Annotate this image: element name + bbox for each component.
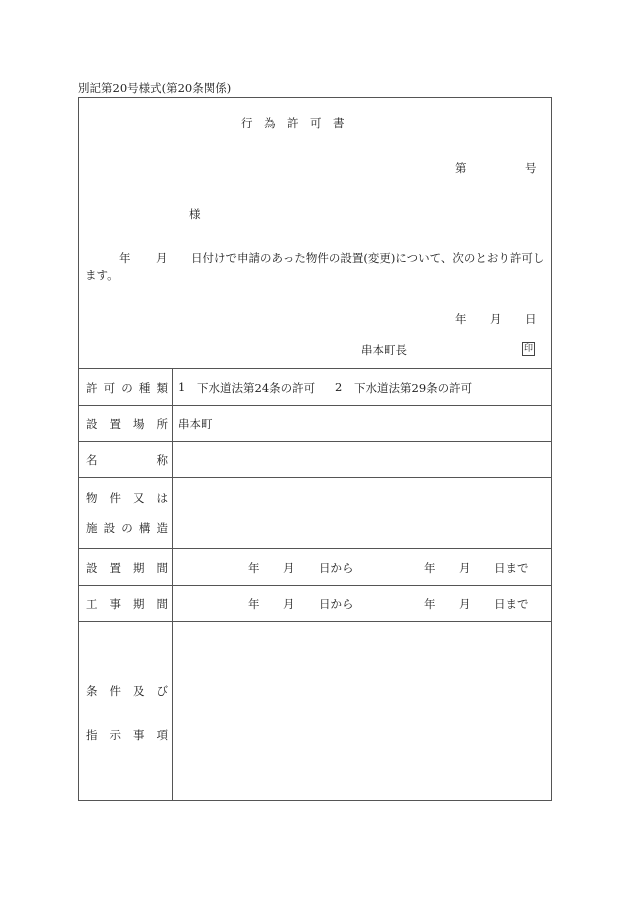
date-day: 日 [525,312,537,326]
conditions-label-line2: 指 示 事 項 [86,728,168,742]
structure-label-line2: 施 設 の 構 造 [86,521,168,535]
location-label: 設 置 場 所 [86,417,168,431]
location-value: 串本町 [178,417,213,431]
date-month: 月 [490,312,502,326]
install-to-day: 日まで [494,561,529,575]
install-period-label: 設 置 期 間 [86,561,168,575]
work-to-day: 日まで [494,597,529,611]
row-divider [79,585,551,586]
work-to-month: 月 [459,597,471,611]
install-from-day: 日から [319,561,354,575]
install-to-month: 月 [459,561,471,575]
permit-option1: 下水道法第24条の許可 [197,381,316,395]
intro-month: 月 [156,251,168,265]
name-label: 名 称 [86,453,168,467]
work-period-label: 工 事 期 間 [86,597,168,611]
permit-type-label: 許 可 の 種 類 [86,381,168,395]
row-divider [79,368,551,369]
row-divider [79,405,551,406]
intro-year: 年 [119,251,131,265]
intro-text-line1: 日付けで申請のあった物件の設置(変更)について、次のとおり許可し [191,251,545,265]
form-title: 行 為 許 可 書 [241,116,345,130]
install-to-year: 年 [424,561,436,575]
row-divider [79,441,551,442]
permit-option2: 下水道法第29条の許可 [354,381,473,395]
row-divider [79,621,551,622]
column-divider [172,368,173,801]
row-divider [79,548,551,549]
structure-label-line1: 物 件 又 は [86,491,168,505]
work-from-month: 月 [283,597,295,611]
form-header-note: 別記第20号様式(第20条関係) [78,81,232,95]
issuer: 串本町長 [361,343,407,357]
number-label-go: 号 [525,161,537,175]
work-from-day: 日から [319,597,354,611]
row-divider [79,477,551,478]
seal-mark: 印 [524,344,534,354]
work-to-year: 年 [424,597,436,611]
addressee-suffix: 様 [189,207,201,221]
date-year: 年 [455,312,467,326]
number-label-dai: 第 [455,161,467,175]
conditions-label-line1: 条 件 及 び [86,684,168,698]
work-from-year: 年 [248,597,260,611]
intro-text-line2: ます。 [85,268,119,282]
permit-form [78,97,552,801]
install-from-year: 年 [248,561,260,575]
install-from-month: 月 [283,561,295,575]
permit-option1-number: 1 [178,380,186,394]
permit-option2-number: 2 [335,380,343,394]
